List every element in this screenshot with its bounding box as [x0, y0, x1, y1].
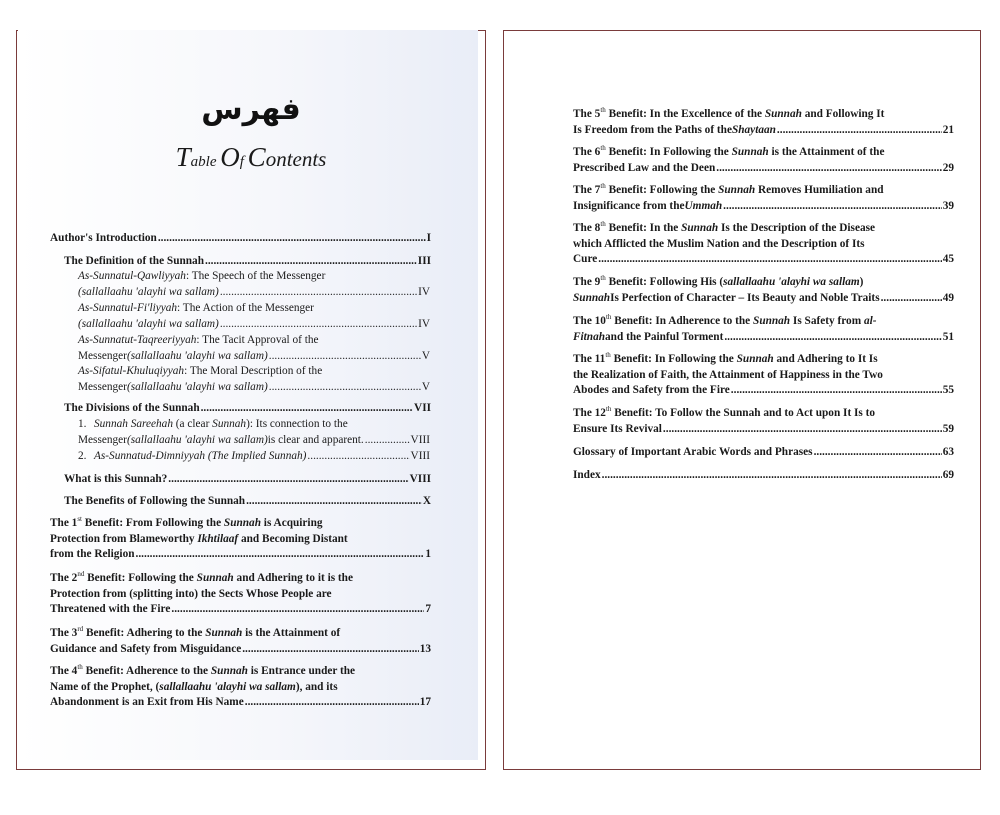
toc-entry-definition[interactable]: The Definition of the Sunnah ..... III — [64, 254, 431, 270]
toc-entry-taqreeriyyah[interactable]: As-Sunnatut-Taqreeriyyah: The Tacit Approval of the Messenger (sallallaahu 'alayhi wa sallam) ..... V — [78, 333, 430, 364]
arabic-title: فهرس — [201, 92, 301, 127]
toc-entry-benefits[interactable]: The Benefits of Following the Sunnah ..... X — [64, 494, 431, 510]
page-title: Table Of Contents — [175, 142, 327, 172]
toc-entry-what-is-sunnah[interactable]: What is this Sunnah? ..... VIII — [64, 472, 431, 488]
toc-entry-divisions[interactable]: The Divisions of the Sunnah ..... VII — [64, 401, 431, 417]
toc-entry-benefit-8[interactable]: The 8th Benefit: In the Sunnah Is the Description of the Disease which Afflicted the Muslim Nation and the Description of Its Cure ..... 45 — [573, 221, 954, 268]
toc-entry-index[interactable]: Index ..... 69 — [573, 468, 954, 484]
toc-entry-author-intro[interactable]: Author's Introduction ..... I — [50, 231, 431, 247]
right-page — [503, 30, 981, 770]
toc-entry-glossary[interactable]: Glossary of Important Arabic Words and Phrases ..... 63 — [573, 445, 954, 461]
toc-entry-benefit-2[interactable]: The 2nd Benefit: Following the Sunnah and Adhering to it is the Protection from (splitting into) the Sects Whose People are Threatened with the Fire ..... 7 — [50, 571, 431, 618]
toc-entry-benefit-4[interactable]: The 4th Benefit: Adherence to the Sunnah is Entrance under the Name of the Prophet, (sallallaahu 'alayhi wa sallam), and its Abandonment is an Exit from His Name ..... 17 — [50, 664, 431, 711]
toc-entry-sareehah[interactable]: 1. Sunnah Sareehah (a clear Sunnah): Its connection to the Messenger (sallallaahu 'alayhi wa sallam) is clear and apparent. ..... VIII — [78, 417, 430, 448]
toc-entry-benefit-9[interactable]: The 9th Benefit: Following His (sallallaahu 'alayhi wa sallam) Sunnah Is Perfection of Character – Its Beauty and Noble Traits ..... 49 — [573, 275, 954, 306]
toc-entry-benefit-12[interactable]: The 12th Benefit: To Follow the Sunnah and to Act upon It Is to Ensure Its Revival ..... 59 — [573, 406, 954, 437]
toc-entry-benefit-3[interactable]: The 3rd Benefit: Adhering to the Sunnah is the Attainment of Guidance and Safety from Misguidance ..... 13 — [50, 626, 431, 657]
toc-entry-benefit-6[interactable]: The 6th Benefit: In Following the Sunnah is the Attainment of the Prescribed Law and the Deen ..... 29 — [573, 145, 954, 176]
toc-entry-benefit-11[interactable]: The 11th Benefit: In Following the Sunnah and Adhering to It Is the Realization of Faith, the Attainment of Happiness in the Two Abodes and Safety from the Fire ..... 55 — [573, 352, 954, 399]
toc-entry-khuluqiyyah[interactable]: As-Sifatul-Khuluqiyyah: The Moral Description of the Messenger (sallallaahu 'alayhi wa sallam) ..... V — [78, 364, 430, 395]
toc-entry-benefit-5[interactable]: The 5th Benefit: In the Excellence of the Sunnah and Following It Is Freedom from the Paths of the Shaytaan ..... 21 — [573, 107, 954, 138]
toc-entry-qawliyyah[interactable]: As-Sunnatul-Qawliyyah: The Speech of the Messenger (sallallaahu 'alayhi wa sallam) ..... IV — [78, 269, 430, 300]
toc-entry-benefit-10[interactable]: The 10th Benefit: In Adherence to the Sunnah Is Safety from al- Fitnah and the Painful Torment ..... 51 — [573, 314, 954, 345]
toc-entry-benefit-7[interactable]: The 7th Benefit: Following the Sunnah Removes Humiliation and Insignificance from the Ummah ..... 39 — [573, 183, 954, 214]
toc-entry-filiyyah[interactable]: As-Sunnatul-Fi'liyyah: The Action of the Messenger (sallallaahu 'alayhi wa sallam) ..... IV — [78, 301, 430, 332]
toc-entry-dimniyyah[interactable]: 2. As-Sunnatud-Dimniyyah (The Implied Sunnah) ..... VIII — [78, 449, 430, 465]
toc-entry-benefit-1[interactable]: The 1st Benefit: From Following the Sunnah is Acquiring Protection from Blameworthy Ikhtilaaf and Becoming Distant from the Religion ..... 1 — [50, 516, 431, 563]
